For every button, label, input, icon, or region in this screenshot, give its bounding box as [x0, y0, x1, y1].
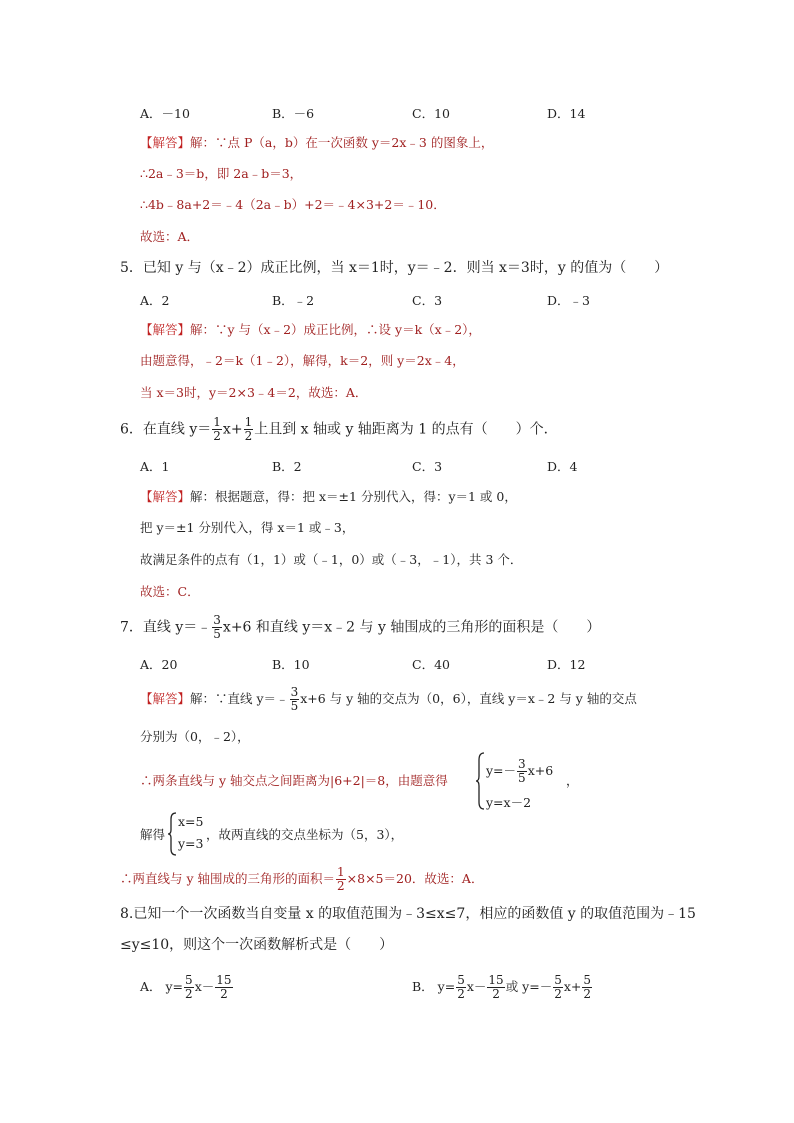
- q6-option-b: B．2: [272, 459, 302, 474]
- q4-solution-line-3: ∴4b﹣8a+2＝﹣4（2a﹣b）+2＝﹣4×3+2＝﹣10．: [140, 197, 446, 212]
- q5-solution-line-2: 由题意得，﹣2＝k（1﹣2），解得，k＝2，则 y＝2x﹣4，: [140, 353, 465, 368]
- q7-system-comma: ，: [566, 773, 579, 788]
- q7-option-b: B．10: [272, 657, 310, 672]
- q5-stem: 5．已知 y 与（x﹣2）成正比例，当 x＝1时，y＝﹣2．则当 x＝3时，y 的值为（ ）: [120, 260, 669, 276]
- q7-solution-line-4a: 解得: [140, 827, 166, 842]
- q4-solution-line-4: 故选：A．: [140, 229, 200, 244]
- q4-option-c: C．10: [412, 106, 450, 121]
- q7-solution-line-5: ∴两直线与 y 轴围成的三角形的面积＝ $\frac{1}{2}$ ×8×5＝20．故选：A．: [120, 865, 484, 893]
- q7-solution-fraction: $\frac{3}{5}$: [290, 685, 299, 713]
- solution-tag: 【解答】: [140, 135, 191, 150]
- q6-solution-line-3: 故满足条件的点有（1，1）或（﹣1，0）或（﹣3，﹣1），共 3 个．: [140, 552, 523, 567]
- q4-solution-line-2: ∴2a﹣3＝b，即 2a﹣b＝3，: [140, 166, 303, 181]
- q6-fraction-2: $\frac{1}{2}$: [244, 415, 253, 443]
- brace-icon: [476, 752, 486, 810]
- q6-solution-line-4: 故选：C．: [140, 584, 200, 599]
- q7-solution-line-4b: ，故两直线的交点坐标为（5，3），: [206, 827, 404, 842]
- q7-solution-line-1: 【解答】解：∵直线 y＝﹣ $\frac{3}{5}$ x+6 与 y 轴的交点为（0，6），直线 y＝x﹣2 与 y 轴的交点: [140, 685, 637, 713]
- q7-stem: 7．直线 y＝﹣ $\frac{3}{5}$ x+6 和直线 y＝x﹣2 与 y 轴围成的三角形的面积是（ ）: [120, 613, 601, 641]
- q8-option-a: A． y= $\frac{5}{2}$ x－ $\frac{15}{2}$: [140, 973, 232, 1001]
- q4-option-b: B．－6: [272, 106, 315, 121]
- q6-option-a: A．1: [140, 459, 170, 474]
- q6-fraction-1: $\frac{1}{2}$: [213, 415, 221, 443]
- q6-option-d: D．4: [547, 459, 578, 474]
- q5-option-d: D．﹣3: [547, 293, 590, 308]
- solution-tag: 【解答】: [140, 691, 191, 706]
- system-equation-2: y=x－2: [486, 795, 532, 810]
- system-equation-1: y=－ $\frac{3}{5}$ x+6: [486, 757, 554, 785]
- q7-option-d: D．12: [547, 657, 586, 672]
- solution-tag: 【解答】: [140, 322, 191, 337]
- q5-solution-line-3: 当 x＝3时，y＝2×3﹣4＝2，故选：A．: [140, 385, 368, 400]
- q7-solution-line-3: ∴两条直线与 y 轴交点之间距离为|6+2|＝8，由题意得: [140, 773, 448, 788]
- q7-solution-line-2: 分别为（0，﹣2），: [140, 729, 250, 744]
- q5-option-a: A．2: [140, 293, 170, 308]
- solution-y-value: y=3: [178, 836, 204, 851]
- q8-stem-line-2: ≤y≤10，则这个一次函数解析式是（ ）: [120, 937, 394, 953]
- q6-solution-line-2: 把 y＝±1 分别代入，得 x＝1 或﹣3，: [140, 520, 355, 535]
- q4-solution-line-1: 【解答】解：∵点 P（a，b）在一次函数 y＝2x﹣3 的图象上，: [140, 135, 494, 150]
- q5-option-b: B．﹣2: [272, 293, 315, 308]
- q5-option-c: C．3: [412, 293, 443, 308]
- q6-option-c: C．3: [412, 459, 443, 474]
- solution-tag: 【解答】: [140, 489, 191, 504]
- solution-x-value: x=5: [178, 814, 204, 829]
- q4-option-d: D．14: [547, 106, 586, 121]
- q7-option-a: A．20: [140, 657, 178, 672]
- q6-solution-line-1: 【解答】解：根据题意，得：把 x＝±1 分别代入，得：y＝1 或 0，: [140, 489, 517, 504]
- q4-option-a: A．－10: [140, 106, 190, 121]
- q7-option-c: C．40: [412, 657, 450, 672]
- brace-icon: [168, 812, 178, 856]
- q8-option-b: B． y= $\frac{5}{2}$ x－ $\frac{15}{2}$ 或 y=－ $\frac{5}{2}$ x+ $\frac{5}{2}$: [412, 973, 592, 1001]
- q8-stem-line-1: 8.已知一个一次函数当自变量 x 的取值范围为﹣3≤x≤7，相应的函数值 y 的取值范围为﹣15: [120, 906, 696, 922]
- q6-stem: 6．在直线 y＝ $\frac{1}{2}$ x+ $\frac{1}{2}$ 上且到 x 轴或 y 轴距离为 1 的点有（ ）个．: [120, 415, 558, 443]
- q7-fraction: $\frac{3}{5}$: [213, 613, 221, 641]
- q5-solution-line-1: 【解答】解：∵y 与（x﹣2）成正比例，∴设 y＝k（x﹣2），: [140, 322, 481, 337]
